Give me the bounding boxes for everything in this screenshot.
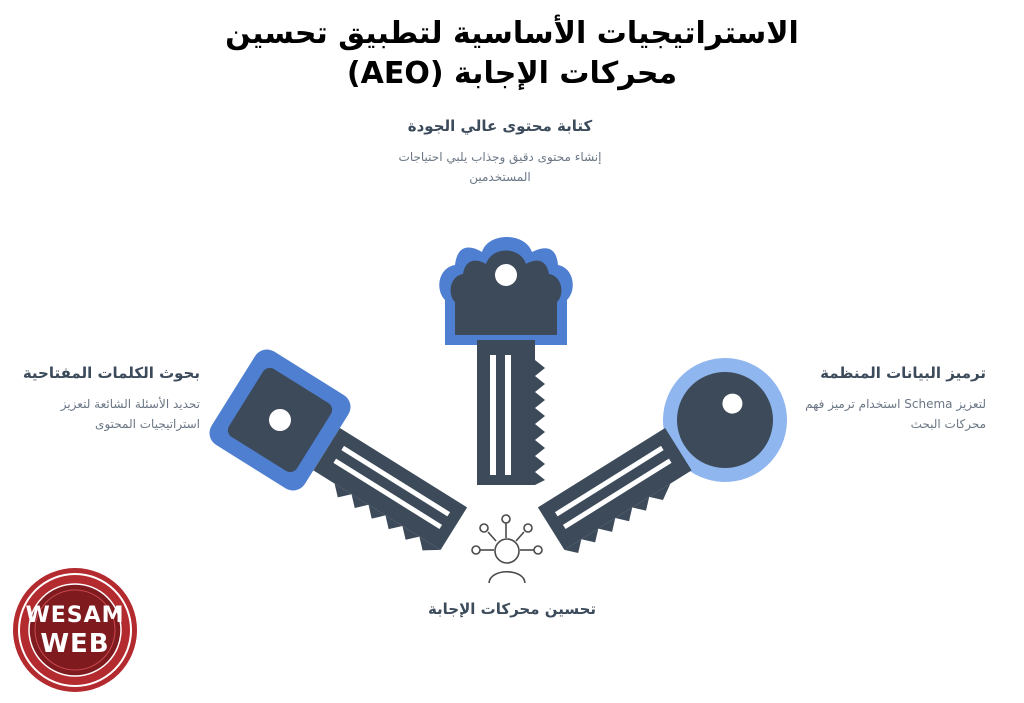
wesam-web-logo xyxy=(10,565,140,695)
strategy-right xyxy=(800,362,986,434)
strategy-left-description: تحديد الأسئلة الشائعة لتعزيز استراتيجيات المحتوى xyxy=(60,397,200,431)
strategy-right-description: لتعزيز Schema استخدام ترميز فهم محركات البحث xyxy=(805,397,986,431)
left-key-icon xyxy=(204,344,483,575)
strategy-right-heading: ترميز البيانات المنظمة xyxy=(820,364,986,382)
strategy-top-heading: كتابة محتوى عالي الجودة xyxy=(407,117,593,135)
strategy-top xyxy=(380,115,620,187)
person-network-icon xyxy=(472,515,542,583)
strategy-left xyxy=(20,362,200,434)
page-title-line1: الاستراتيجيات الأساسية لتطبيق تحسين xyxy=(225,16,799,51)
strategy-left-heading: بحوث الكلمات المفتاحية xyxy=(22,364,200,382)
logo-line1: WESAM xyxy=(25,603,125,628)
page-title-line2: محركات الإجابة (AEO) xyxy=(346,56,678,91)
logo-line2: WEB xyxy=(40,629,110,659)
top-key-icon xyxy=(439,237,572,485)
right-key-icon xyxy=(518,335,810,582)
center-label: تحسين محركات الإجابة xyxy=(427,600,597,618)
strategy-top-description: إنشاء محتوى دقيق وجذاب يلبي احتياجات المستخدمين xyxy=(398,150,602,184)
